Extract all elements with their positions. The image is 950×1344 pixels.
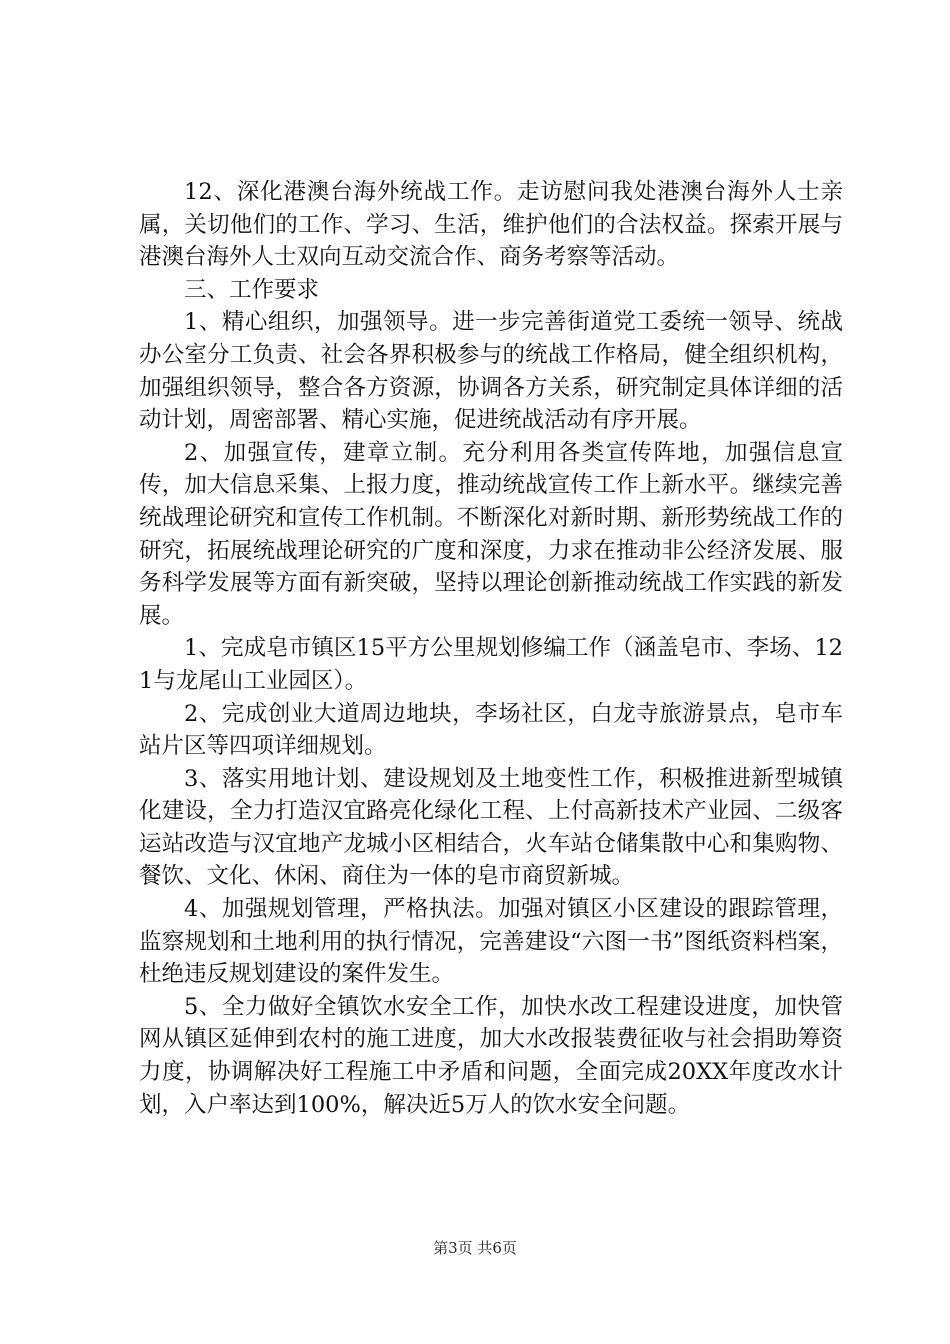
document-body (139, 176, 843, 1121)
section-heading-work-requirements: 三、工作要求 (184, 276, 320, 303)
paragraph-12-overseas-united-front: 12、深化港澳台海外统战工作。走访慰问我处港澳台海外人士亲属，关切他们的工作、学习、生活，维护他们的合法权益。探索开展与港澳台海外人士双向互动交流合作、商务考察等活动。 (139, 179, 843, 271)
paragraph-planning-revision: 1、完成皂市镇区15平方公里规划修编工作（涵盖皂市、李场、121与龙尾山工业园区）。 (139, 635, 843, 694)
paragraph-organize-lead: 1、精心组织，加强领导。进一步完善街道党工委统一领导、统战办公室分工负责、社会各界积极参与的统战工作格局，健全组织机构，加强组织领导，整合各方资源，协调各方关系，研究制定具体详细的活动计划，周密部署、精心实施，促进统战活动有序开展。 (139, 309, 843, 434)
paragraph-planning-management: 4、加强规划管理，严格执法。加强对镇区小区建设的跟踪管理，监察规划和土地利用的执行情况，完善建设“六图一书”图纸资料档案，杜绝违反规划建设的案件发生。 (139, 896, 843, 988)
page-footer: 第3页 共6页 (433, 1239, 517, 1257)
paragraph-water-safety: 5、全力做好全镇饮水安全工作，加快水改工程建设进度，加快管网从镇区延伸到农村的施工进度，加大水改报装费征收与社会捐助筹资力度，协调解决好工程施工中矛盾和问题，全面完成20XX年度改水计划，入户率达到100%，解决近5万人的饮水安全问题。 (139, 993, 843, 1118)
paragraph-publicity-rules: 2、加强宣传，建章立制。充分利用各类宣传阵地，加强信息宣传，加大信息采集、上报力度，推动统战宣传工作上新水平。继续完善统战理论研究和宣传工作机制。不断深化对新时期、新形势统战工作的研究，拓展统战理论研究的广度和深度，力求在推动非公经济发展、服务科学发展等方面有新突破，坚持以理论创新推动统战工作实践的新发展。 (139, 439, 843, 629)
paragraph-detailed-plans: 2、完成创业大道周边地块，李场社区，白龙寺旅游景点，皂市车站片区等四项详细规划。 (139, 700, 843, 760)
paragraph-land-plan: 3、落实用地计划、建设规划及土地变性工作，积极推进新型城镇化建设，全力打造汉宜路亮化绿化工程、上付高新技术产业园、二级客运站改造与汉宜地产龙城小区相结合，火车站仓储集散中心和集购物、餐饮、文化、休闲、商住为一体的皂市商贸新城。 (139, 765, 843, 890)
